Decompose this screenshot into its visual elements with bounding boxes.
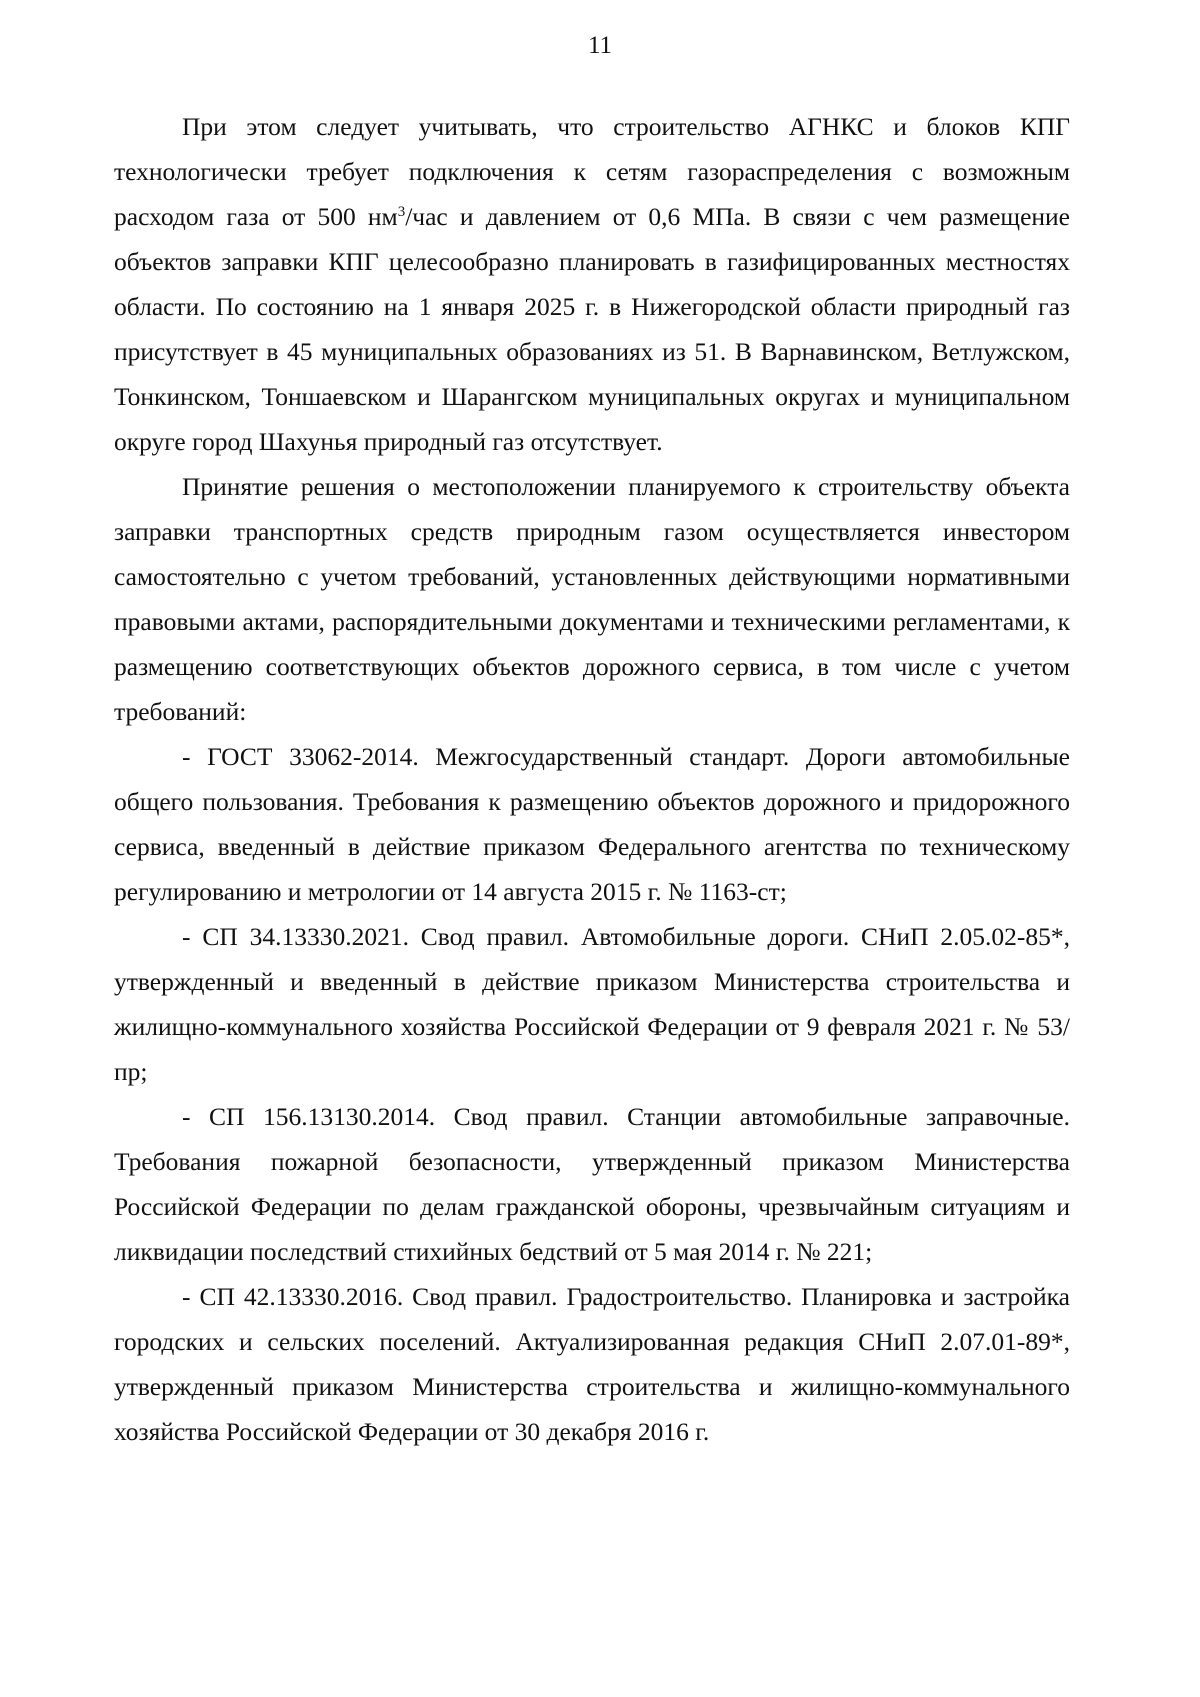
list-item-sp-34: - СП 34.13330.2021. Свод правил. Автомобильные дороги. СНиП 2.05.02-85*, утвержденный и введенный в действие приказом Министерства строительства и жилищно-коммунального хозяйства Российской Федерации от 9 февраля 2021 г. № 53/пр; [114,922,1070,1086]
paragraph-text: При этом следует учитывать, что строительство АГНКС и блоков КПГ технологически требует подключения к сетям газораспределения с возможным расходом газа от 500 нм [114,112,1070,231]
paragraph-text: /час и давлением от 0,6 МПа. В связи с чем размещение объектов заправки КПГ целесообразно планировать в газифицированных местностях области. По состоянию на 1 января 2025 г. в Нижегородской области природный газ присутствует в 45 муниципальных образованиях из 51. В Варнавинском, Ветлужском, Тонкинском, Тоншаевском и Шарангском муниципальных округах и муниципальном округе город Шахунья природный газ отсутствует. [114,202,1070,456]
list-item-sp-42: - СП 42.13330.2016. Свод правил. Градостроительство. Планировка и застройка городских и сельских поселений. Актуализированная редакция СНиП 2.07.01-89*, утвержденный приказом Министерства строительства и жилищно-коммунального хозяйства Российской Федерации от 30 декабря 2016 г. [114,1282,1070,1446]
document-body [114,104,1070,1454]
superscript-unit: 3 [397,204,406,220]
page-number: 11 [587,32,613,59]
paragraph-location-decision: Принятие решения о местоположении планируемого к строительству объекта заправки транспортных средств природным газом осуществляется инвестором самостоятельно с учетом требований, установленных действующими нормативными правовыми актами, распорядительными документами и техническими регламентами, к размещению соответствующих объектов дорожного сервиса, в том числе с учетом требований: [114,472,1070,726]
paragraph-cng-gasification [114,104,1070,464]
list-item-sp-156: - СП 156.13130.2014. Свод правил. Станции автомобильные заправочные. Требования пожарной безопасности, утвержденный приказом Министерства Российской Федерации по делам гражданской обороны, чрезвычайным ситуациям и ликвидации последствий стихийных бедствий от 5 мая 2014 г. № 221; [114,1102,1070,1266]
list-item-gost: - ГОСТ 33062-2014. Межгосударственный стандарт. Дороги автомобильные общего пользования. Требования к размещению объектов дорожного и придорожного сервиса, введенный в действие приказом Федерального агентства по техническому регулированию и метрологии от 14 августа 2015 г. № 1163-ст; [114,742,1070,906]
